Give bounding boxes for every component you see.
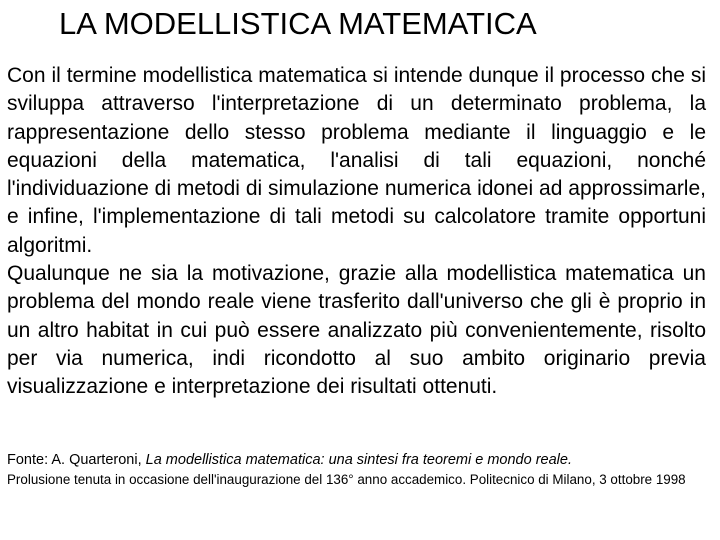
source-work-title: La modellistica matematica: una sintesi fra teoremi e mondo reale. xyxy=(145,452,572,468)
source-reference xyxy=(7,450,710,470)
source-prefix: Fonte: A. Quarteroni, xyxy=(7,452,146,468)
body-text xyxy=(7,62,706,402)
paragraph-motivation: Qualunque ne sia la motivazione, grazie alla modellistica matematica un problema del mondo reale viene trasferito dall'universo che gli è proprio in un altro habitat in cui può essere analizzato più convenientemente, risolto per via numerica, indi ricondotto al suo ambito originario previa visualizzazione e interpretazione dei risultati ottenuti. xyxy=(7,262,706,399)
slide-title: LA MODELLISTICA MATEMATICA xyxy=(59,6,537,41)
source-citation xyxy=(7,450,710,488)
source-note: Prolusione tenuta in occasione dell'inaugurazione del 136° anno accademico. Politecnico di Milano, 3 ottobre 1998 xyxy=(7,472,686,487)
paragraph-definition: Con il termine modellistica matematica si intende dunque il processo che si sviluppa attraverso l'interpretazione di un determinato problema, la rappresentazione dello stesso problema mediante il linguaggio e le equazioni della matematica, l'analisi di tali equazioni, nonché l'individuazione di metodi di simulazione numerica idonei ad approssimarle, e infine, l'implementazione di tali metodi su calcolatore tramite opportuni algoritmi. xyxy=(7,64,706,257)
